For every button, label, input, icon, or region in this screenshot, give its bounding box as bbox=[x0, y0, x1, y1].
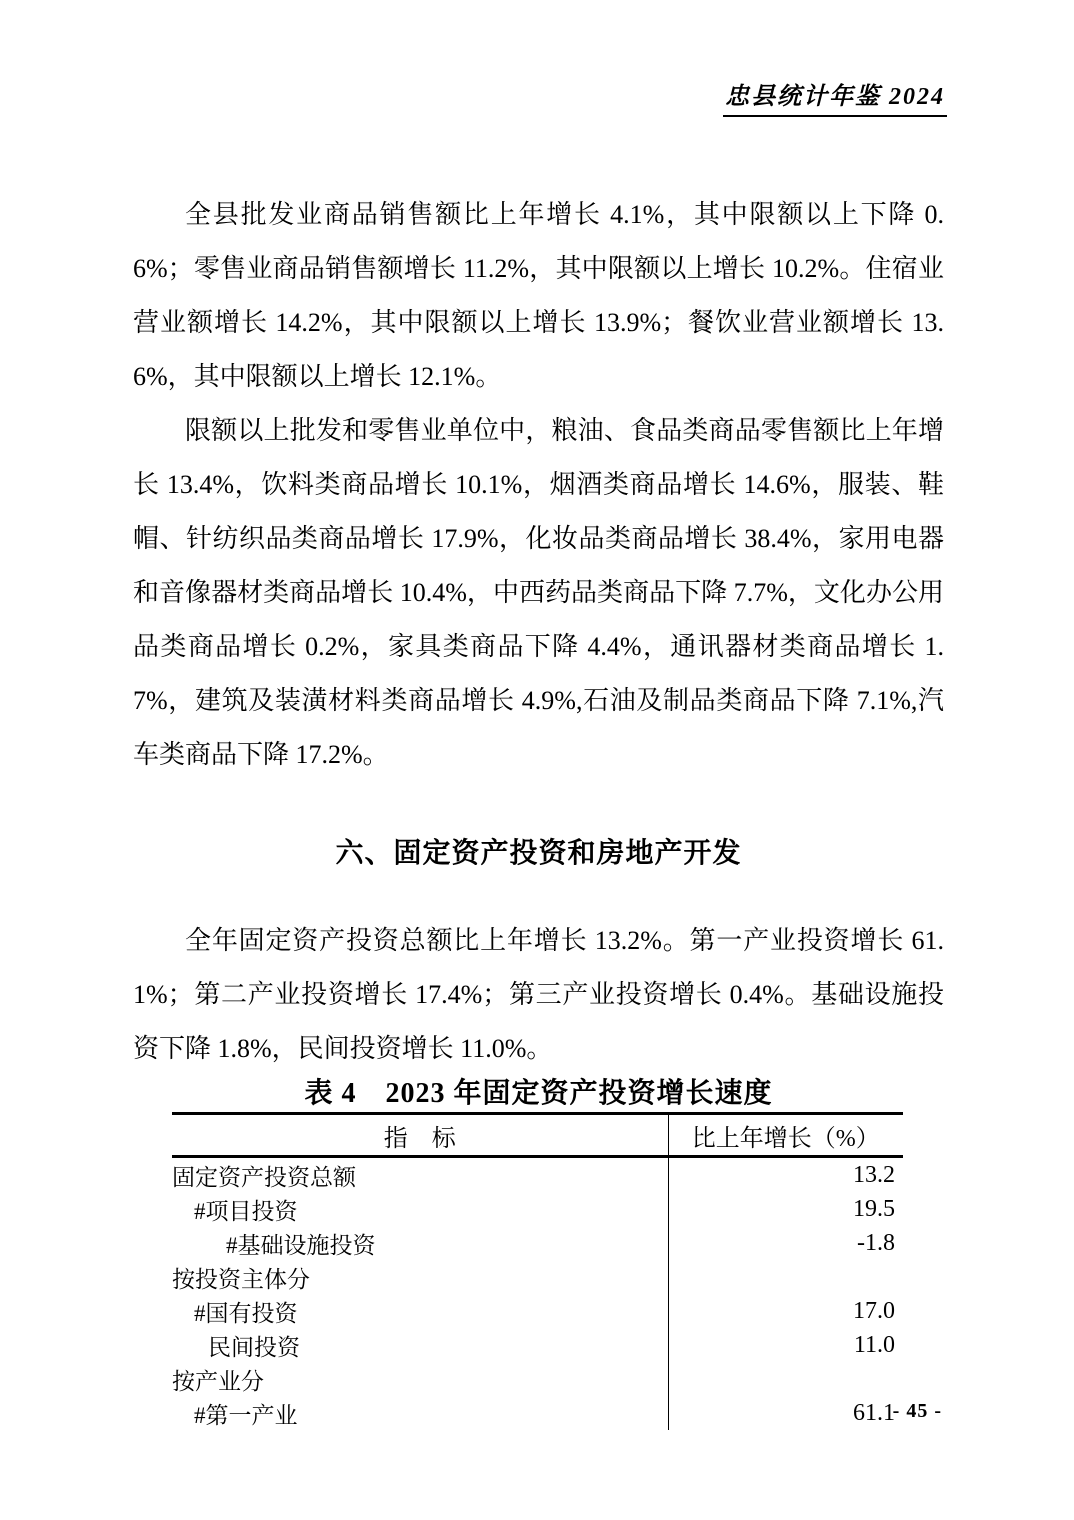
value-cell: 61.1 bbox=[668, 1396, 903, 1430]
table-row bbox=[172, 1294, 903, 1328]
value-cell: 11.0 bbox=[668, 1328, 903, 1362]
value-cell: 19.5 bbox=[668, 1192, 903, 1226]
table-row bbox=[172, 1192, 903, 1226]
page-content bbox=[133, 188, 944, 1430]
table-row bbox=[172, 1157, 903, 1193]
table-row bbox=[172, 1260, 903, 1294]
value-cell: 17.0 bbox=[668, 1294, 903, 1328]
indicator-cell: #国有投资 bbox=[194, 1300, 298, 1326]
investment-table-body bbox=[172, 1157, 903, 1431]
table-header-row bbox=[172, 1114, 903, 1157]
investment-growth-table bbox=[172, 1112, 903, 1430]
indicator-cell: 民间投资 bbox=[208, 1334, 300, 1360]
indicator-cell: 按投资主体分 bbox=[172, 1266, 310, 1292]
indicator-cell: 固定资产投资总额 bbox=[172, 1164, 356, 1190]
paragraph-investment-stats: 全年固定资产投资总额比上年增长 13.2%。第一产业投资增长 61.1%；第二产业投资增长 17.4%；第三产业投资增长 0.4%。基础设施投资下降 1.8%，民间投资增长 11.0%。 bbox=[133, 926, 944, 1063]
paragraph-wholesale-retail-stats: 全县批发业商品销售额比上年增长 4.1%，其中限额以上下降 0.6%；零售业商品销售额增长 11.2%，其中限额以上增长 10.2%。住宿业营业额增长 14.2%，其中限额以上增长 13.9%；餐饮业营业额增长 13.6%，其中限额以上增长 12.1%。 bbox=[133, 200, 944, 391]
table-block bbox=[133, 1076, 944, 1430]
value-cell bbox=[668, 1260, 903, 1294]
indicator-cell: #项目投资 bbox=[194, 1198, 298, 1224]
table-row bbox=[172, 1362, 903, 1396]
indicator-cell: 按产业分 bbox=[172, 1368, 264, 1394]
table-row bbox=[172, 1396, 903, 1430]
value-cell: 13.2 bbox=[668, 1157, 903, 1193]
table-header bbox=[172, 1114, 903, 1157]
paragraph-commodity-categories-stats: 限额以上批发和零售业单位中，粮油、食品类商品零售额比上年增长 13.4%，饮料类商品增长 10.1%，烟酒类商品增长 14.6%，服装、鞋帽、针纺织品类商品增长 17.9%，化妆品类商品增长 38.4%，家用电器和音像器材类商品增长 10.4%，中西药品类商品下降 7.7%，文化办公用品类商品增长 0.2%，家具类商品下降 4.4%，通讯器材类商品增长 1.7%，建筑及装潢材料类商品增长 4.9%,石油及制品类商品下降 7.1%,汽车类商品下降 17.2%。 bbox=[133, 416, 944, 769]
value-cell bbox=[668, 1362, 903, 1396]
running-header: 忠县统计年鉴 2024 bbox=[723, 76, 947, 117]
indicator-cell: #第一产业 bbox=[194, 1402, 298, 1428]
table-row bbox=[172, 1226, 903, 1260]
table-title: 表 4 2023 年固定资产投资增长速度 bbox=[304, 1078, 773, 1109]
page-number: - 45 - bbox=[892, 1400, 942, 1422]
indicator-cell: #基础设施投资 bbox=[226, 1232, 376, 1258]
table-row bbox=[172, 1328, 903, 1362]
section-heading-fixed-asset-investment: 六、固定资产投资和房地产开发 bbox=[335, 837, 742, 868]
value-cell: -1.8 bbox=[668, 1226, 903, 1260]
column-header-growth: 比上年增长（%） bbox=[668, 1114, 903, 1157]
column-header-indicator: 指 标 bbox=[172, 1114, 668, 1157]
